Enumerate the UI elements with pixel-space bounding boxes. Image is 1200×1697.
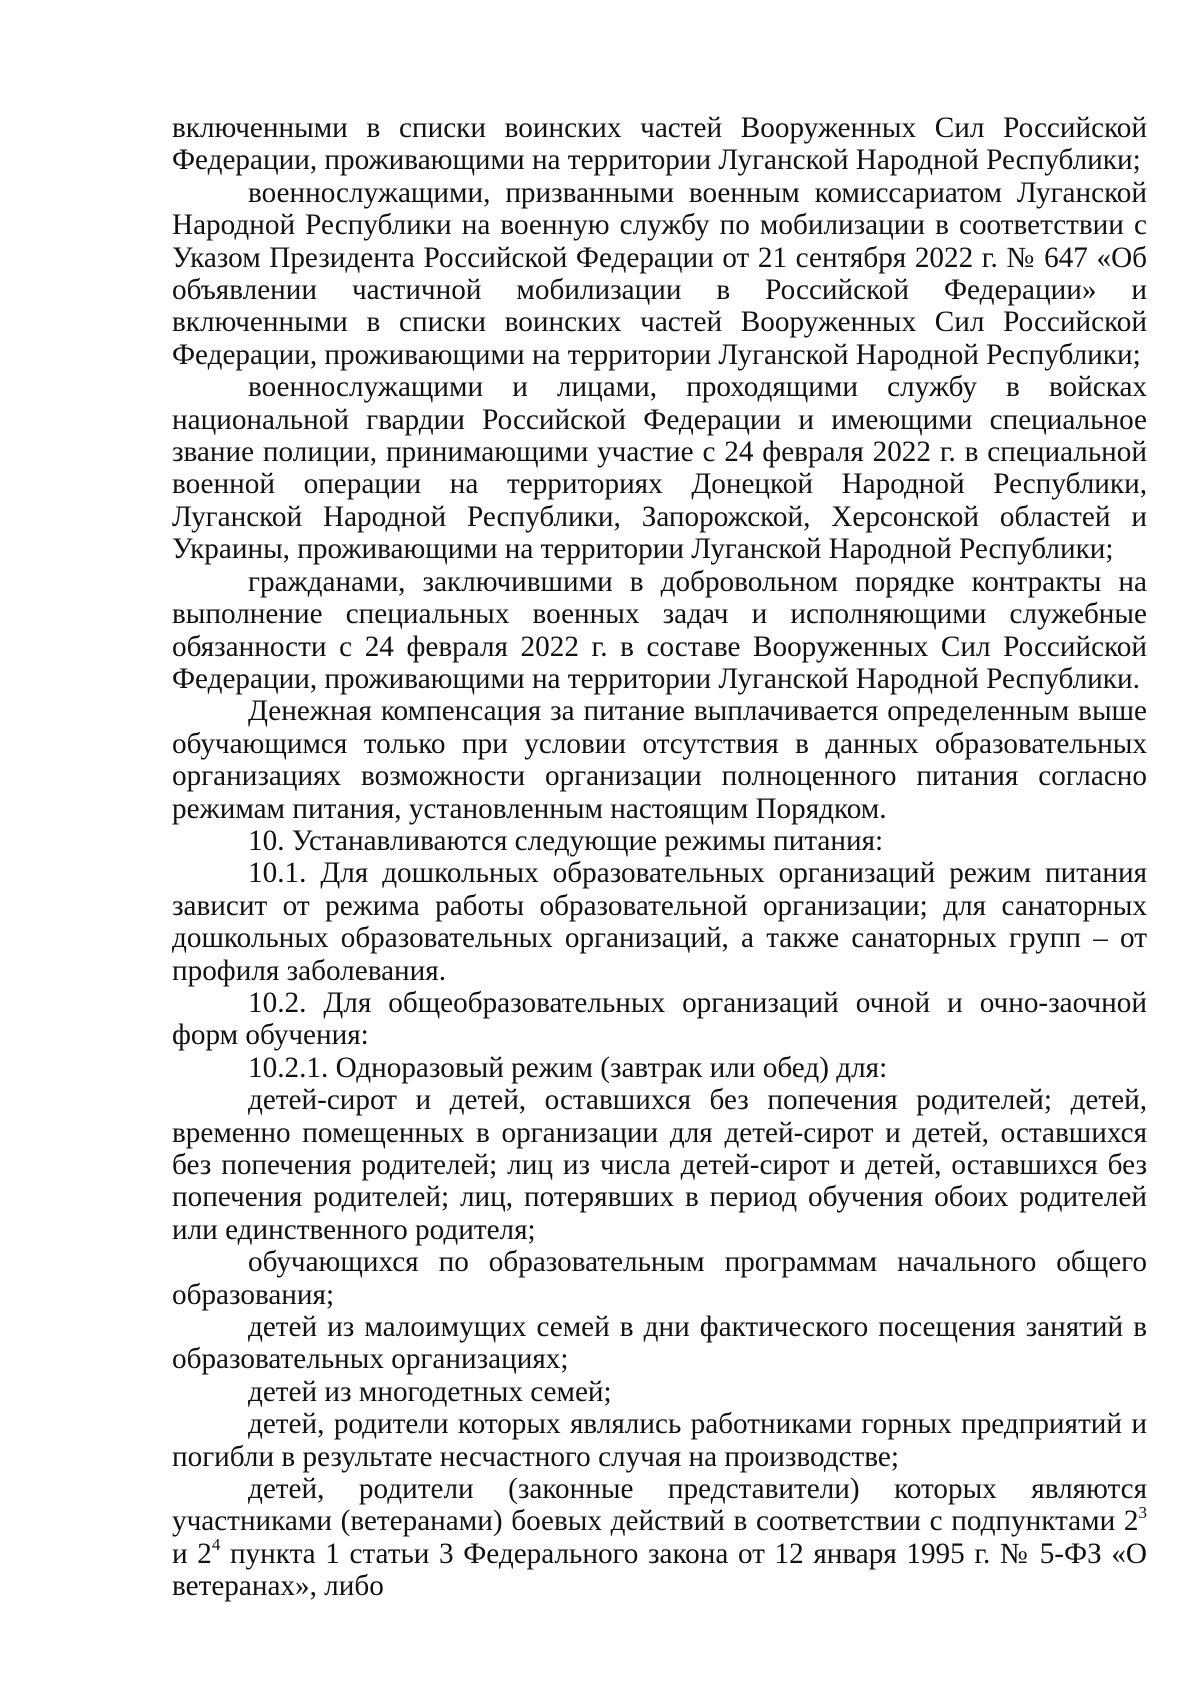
paragraph-mobilized-servicemen: военнослужащими, призванными военным комиссариатом Луганской Народной Республики на военную службу по мобилизации в соответствии с Указом Президента Российской Федерации от 21 сентября 2022 г. № 647 «Об объявлении частичной мобилизации в Российской Федерации» и включенными в списки воинских частей Вооруженных Сил Российской Федерации, проживающими на территории Луганской Народной Республики; [172, 176, 1147, 371]
paragraph-national-guard: военнослужащими и лицами, проходящими службу в войсках национальной гвардии Российской Федерации и имеющими специальное звание полиции, принимающими участие с 24 февраля 2022 г. в специальной военной операции на территориях Донецкой Народной Республики, Луганской Народной Республики, Запорожской, Херсонской областей и Украины, проживающими на территории Луганской Народной Республики; [172, 371, 1147, 566]
paragraph-continuation: включенными в списки воинских частей Вооруженных Сил Российской Федерации, проживающими на территории Луганской Народной Республики; [172, 112, 1147, 177]
document-page [172, 112, 1147, 1603]
superscript-4: 4 [211, 1535, 221, 1555]
paragraph-10-2: 10.2. Для общеобразовательных организаций очной и очно-заочной форм обучения: [172, 986, 1147, 1052]
paragraph-monetary-compensation: Денежная компенсация за питание выплачивается определенным выше обучающимся только при условии отсутствия в данных образовательных организациях возможности организации полноценного питания согласно режимам питания, установленным настоящим Порядком. [172, 695, 1147, 825]
superscript-3: 3 [1138, 1502, 1147, 1522]
paragraph-10-2-1: 10.2.1. Одноразовый режим (завтрак или обед) для: [248, 1051, 888, 1084]
paragraph-contract-citizens: гражданами, заключившими в добровольном порядке контракты на выполнение специальных военных задач и исполняющими служебные обязанности с 24 февраля 2022 г. в составе Вооруженных Сил Российской Федерации, проживающими на территории Луганской Народной Республики. [172, 565, 1147, 695]
paragraph-primary-students: обучающихся по образовательным программам начального общего образования; [172, 1246, 1147, 1311]
paragraph-orphans: детей-сирот и детей, оставшихся без попечения родителей; детей, временно помещенных в организации для детей-сирот и детей, оставшихся без попечения родителей; лиц из числа детей-сирот и детей, оставшихся без попечения родителей; лиц, потерявших в период обучения обоих родителей или единственного родителя; [172, 1084, 1147, 1246]
paragraph-large-families: детей из многодетных семей; [248, 1375, 612, 1408]
veterans-text-part3: пункта 1 статьи 3 Федерального закона от 12 января 1995 г. № 5-ФЗ «О ветеранах», либо [172, 1537, 1147, 1603]
veterans-text-part2: и 2 [172, 1537, 212, 1570]
paragraph-10-1: 10.1. Для дошкольных образовательных организаций режим питания зависит от режима работы образовательной организации; для санаторных дошкольных образовательных организаций, а также санаторных групп – от профиля заболевания. [172, 857, 1147, 987]
veterans-text-part1: детей, родители (законные представители) которых являются участниками (ветеранами) боевых действий в соответствии с подпунктами 2 [172, 1473, 1147, 1538]
paragraph-10-heading: 10. Устанавливаются следующие режимы питания: [248, 824, 884, 857]
paragraph-mining-workers: детей, родители которых являлись работниками горных предприятий и погибли в результате несчастного случая на производстве; [172, 1408, 1147, 1473]
paragraph-low-income: детей из малоимущих семей в дни фактического посещения занятий в образовательных организациях; [172, 1311, 1147, 1376]
paragraph-veterans [172, 1473, 1147, 1603]
